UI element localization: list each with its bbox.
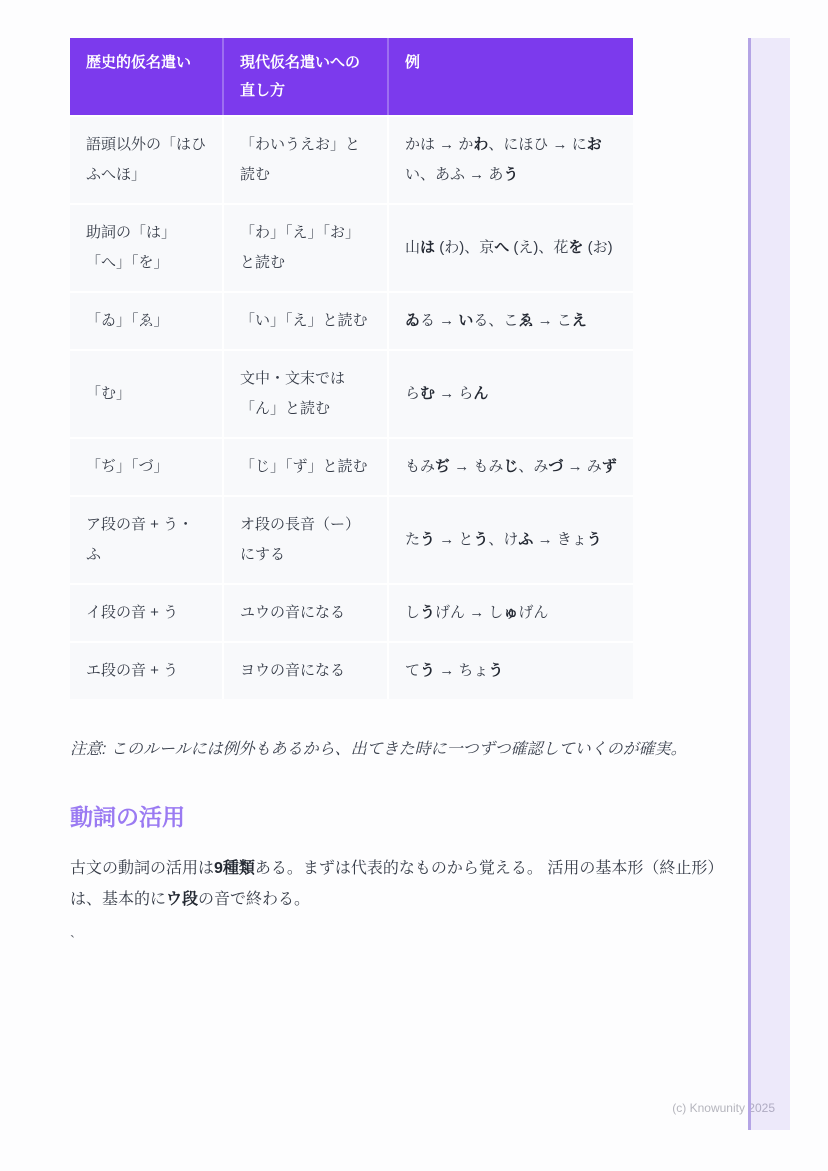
- column-header: 例: [389, 38, 633, 115]
- table-row: [70, 437, 633, 495]
- copyright-text: (c) Knowunity 2025: [672, 1101, 775, 1115]
- table-cell: かは → かわ、にほひ → におい、あふ → あう: [389, 115, 633, 203]
- table-header-row: [70, 38, 633, 115]
- column-header: 現代仮名遣いへの直し方: [224, 38, 389, 115]
- table-row: [70, 203, 633, 291]
- table-row: [70, 495, 633, 583]
- table-row: [70, 291, 633, 349]
- table-cell: たう → とう、けふ → きょう: [389, 495, 633, 583]
- body-paragraph: 古文の動詞の活用は9種類ある。まずは代表的なものから覚える。 活用の基本形（終止形）は、基本的にウ段の音で終わる。: [70, 860, 724, 908]
- table-cell: エ段の音 + う: [70, 641, 224, 699]
- document-page: [70, 38, 742, 950]
- table-body: [70, 115, 633, 699]
- scrollbar-track[interactable]: [748, 38, 790, 1130]
- table-cell: ア段の音 + う・ふ: [70, 495, 224, 583]
- table-cell: てう → ちょう: [389, 641, 633, 699]
- table-row: [70, 583, 633, 641]
- table-cell: 「ぢ」「づ」: [70, 437, 224, 495]
- table-cell: 文中・文末では「ん」と読む: [224, 349, 389, 437]
- section-heading: 動詞の活用: [70, 804, 185, 831]
- table-cell: 助詞の「は」「へ」「を」: [70, 203, 224, 291]
- table-header: [70, 38, 633, 115]
- table-cell: 「い」「え」と読む: [224, 291, 389, 349]
- table-cell: ゐる → いる、こゑ → こえ: [389, 291, 633, 349]
- column-header: 歴史的仮名遣い: [70, 38, 224, 115]
- table-cell: 山は (わ)、京へ (え)、花を (お): [389, 203, 633, 291]
- table-cell: ユウの音になる: [224, 583, 389, 641]
- table-cell: ヨウの音になる: [224, 641, 389, 699]
- table-cell: らむ → らん: [389, 349, 633, 437]
- table-cell: 「わ」「え」「お」と読む: [224, 203, 389, 291]
- note-text: 注意: このルールには例外もあるから、出てきた時に一つずつ確認していくのが確実。: [70, 741, 687, 758]
- table-cell: 語頭以外の「はひふへほ」: [70, 115, 224, 203]
- table-cell: 「わいうえお」と読む: [224, 115, 389, 203]
- table-cell: 「じ」「ず」と読む: [224, 437, 389, 495]
- stray-character: `: [70, 933, 75, 951]
- table-row: [70, 115, 633, 203]
- table-cell: オ段の長音（ー）にする: [224, 495, 389, 583]
- table-cell: 「ゐ」「ゑ」: [70, 291, 224, 349]
- table-cell: しうげん → しゅげん: [389, 583, 633, 641]
- table-cell: 「む」: [70, 349, 224, 437]
- table-cell: もみぢ → もみじ、みづ → みず: [389, 437, 633, 495]
- kana-rules-table: [70, 38, 633, 699]
- table-row: [70, 641, 633, 699]
- table-cell: イ段の音 + う: [70, 583, 224, 641]
- table-row: [70, 349, 633, 437]
